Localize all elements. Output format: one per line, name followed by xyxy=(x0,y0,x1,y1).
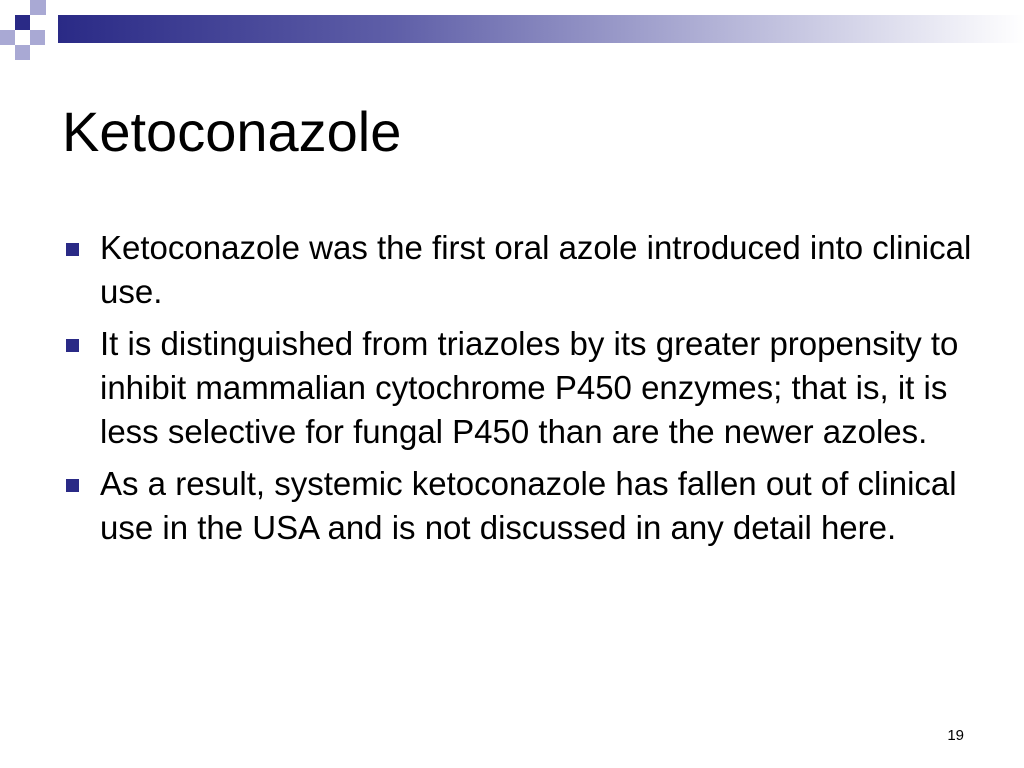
bullet-text: As a result, systemic ketoconazole has fallen out of clinical use in the USA and is not discussed in any detail here. xyxy=(100,465,957,546)
square-bullet-icon xyxy=(66,339,79,352)
bullet-text: It is distinguished from triazoles by its greater propensity to inhibit mammalian cytochrome P450 enzymes; that is, it is less selective for fungal P450 than are the newer azoles. xyxy=(100,325,959,450)
header-square-decoration xyxy=(0,30,15,45)
header-square-decoration xyxy=(15,45,30,60)
header-gradient-bar xyxy=(58,15,1024,43)
square-bullet-icon xyxy=(66,479,79,492)
header-square-decoration xyxy=(15,15,30,30)
bullet-item xyxy=(62,226,972,314)
slide-title: Ketoconazole xyxy=(62,100,402,163)
header-square-decoration xyxy=(30,0,46,15)
bullet-text: Ketoconazole was the first oral azole introduced into clinical use. xyxy=(100,229,972,310)
bullet-item xyxy=(62,462,972,550)
header-gap xyxy=(46,15,58,43)
bullet-list xyxy=(62,226,972,558)
header-square-decoration xyxy=(30,30,45,45)
square-bullet-icon xyxy=(66,243,79,256)
bullet-item xyxy=(62,322,972,454)
header-square-decoration xyxy=(0,0,15,15)
page-number: 19 xyxy=(947,727,964,744)
